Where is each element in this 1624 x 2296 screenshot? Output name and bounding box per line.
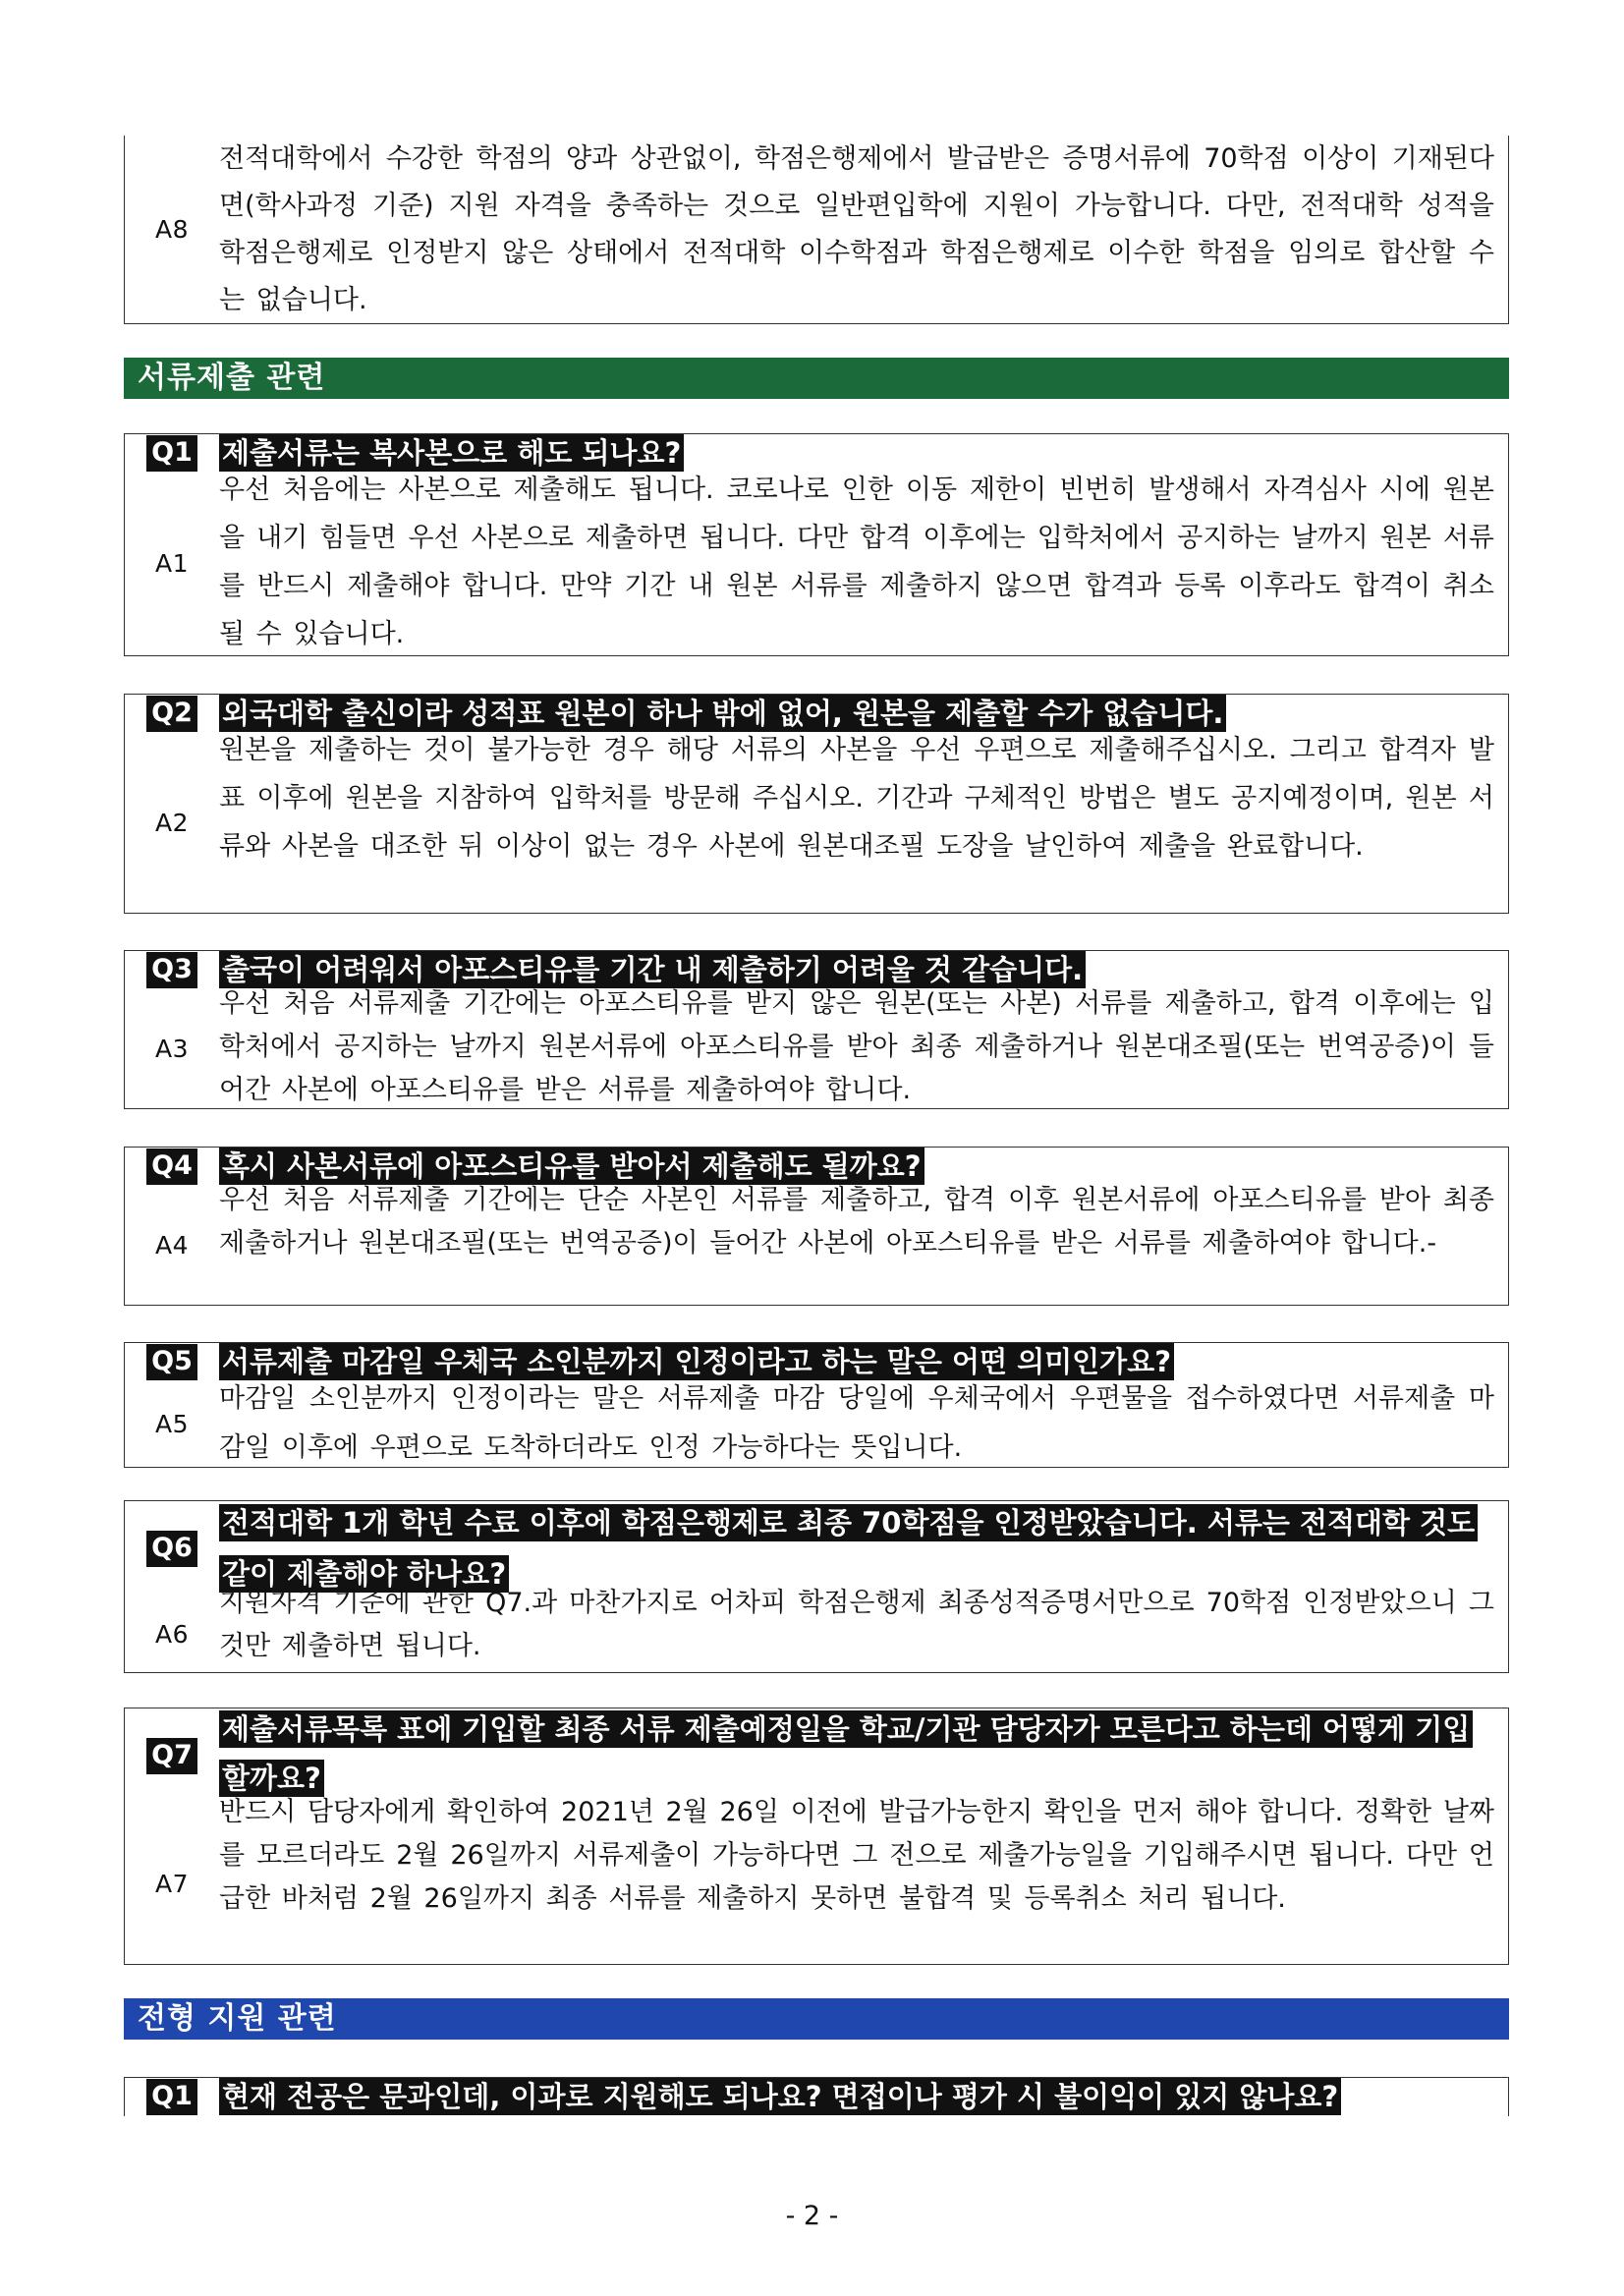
question-text: 외국대학 출신이라 성적표 원본이 하나 밖에 없어, 원본을 제출할 수가 없습니다. [219,695,1226,732]
question-text: 제출서류는 복사본으로 해도 되나요? [219,434,684,472]
section-header-documents: 서류제출 관련 [124,358,1509,399]
page-number: - 2 - [785,2201,839,2231]
qa-box-a8 [124,136,1509,324]
answer-text: 지원자격 기준에 관한 Q7.과 마찬가지로 어차피 학점은행제 최종성적증명서만으로 70학점 인정받았으니 그것만 제출하면 됩니다. [219,1588,1494,1661]
question-text: 현재 전공은 문과인데, 이과로 지원해도 되나요? 면접이나 평가 시 불이익이 있지 않나요? [219,2078,1341,2115]
answer-label: A1 [154,548,189,578]
answer-label: A8 [154,215,189,244]
qa-box-q5 [124,1342,1509,1468]
answer-label: A7 [154,1869,189,1898]
question-label: Q1 [146,435,197,472]
qa-box-q6 [124,1500,1509,1673]
qa-box-q1 [124,433,1509,656]
question-label: Q1 [146,2079,197,2115]
question-label: Q4 [146,1148,197,1185]
answer-text: 우선 처음에는 사본으로 제출해도 됩니다. 코로나로 인한 이동 제한이 빈번히 발생해서 자격심사 시에 원본을 내기 힘들면 우선 사본으로 제출하면 됩니다. 다만 합격 이후에는 입학처에서 공지하는 날까지 원본 서류를 반드시 제출해야 합니다. 만약 기간 내 원본 서류를 제출하지 않으면 합격과 등록 이후라도 합격이 취소될 수 있습니다. [219,475,1494,649]
question-label: Q7 [146,1738,197,1774]
answer-label: A4 [154,1230,189,1260]
question-text: 제출서류목록 표에 기입할 최종 서류 제출예정일을 학교/기관 담당자가 모른다고 하는데 어떻게 기입할까요? [219,1710,1473,1797]
answer-label: A6 [154,1619,189,1649]
question-label: Q2 [146,696,197,732]
qa-box-q3 [124,950,1509,1109]
answer-label: A2 [154,808,189,837]
qa-box-q7 [124,1708,1509,1965]
qa-box-q4 [124,1147,1509,1306]
section-header-application: 전형 지원 관련 [124,1998,1509,2040]
answer-text: 우선 처음 서류제출 기간에는 아포스티유를 받지 않은 원본(또는 사본) 서류를 제출하고, 합격 이후에는 입학처에서 공지하는 날까지 원본서류에 아포스티유를 받아 최종 제출하거나 원본대조필(또는 번역공증)이 들어간 사본에 아포스티유를 받은 서류를 제출하여야 합니다. [219,988,1494,1105]
question-label: Q3 [146,952,197,988]
question-text: 서류제출 마감일 우체국 소인분까지 인정이라고 하는 말은 어떤 의미인가요? [219,1343,1174,1380]
question-text: 혹시 사본서류에 아포스티유를 받아서 제출해도 될까요? [219,1148,924,1185]
answer-text: 우선 처음 서류제출 기간에는 단순 사본인 서류를 제출하고, 합격 이후 원본서류에 아포스티유를 받아 최종 제출하거나 원본대조필(또는 번역공증)이 들어간 사본에 아포스티유를 받은 서류를 제출하여야 합니다.- [219,1185,1494,1259]
answer-label: A5 [154,1409,189,1438]
answer-text: 반드시 담당자에게 확인하여 2021년 2월 26일 이전에 발급가능한지 확인을 먼저 해야 합니다. 정확한 날짜를 모르더라도 2월 26일까지 서류제출이 가능하다면 그 전으로 제출가능일을 기입해주시면 됩니다. 다만 언급한 바처럼 2월 26일까지 최종 서류를 제출하지 못하면 불합격 및 등록취소 처리 됩니다. [219,1797,1494,1914]
qa-box-application-q1 [124,2077,1509,2116]
question-label: Q6 [146,1531,197,1567]
question-text: 전적대학 1개 학년 수료 이후에 학점은행제로 최종 70학점을 인정받았습니다. 서류는 전적대학 것도 같이 제출해야 하나요? [219,1504,1478,1593]
answer-text: 마감일 소인분까지 인정이라는 말은 서류제출 마감 당일에 우체국에서 우편물을 접수하였다면 서류제출 마감일 이후에 우편으로 도착하더라도 인정 가능하다는 뜻입니다. [219,1383,1494,1463]
question-label: Q5 [146,1344,197,1380]
qa-box-q2 [124,694,1509,914]
answer-text: 원본을 제출하는 것이 불가능한 경우 해당 서류의 사본을 우선 우편으로 제출해주십시오. 그리고 합격자 발표 이후에 원본을 지참하여 입학처를 방문해 주십시오. 기간과 구체적인 방법은 별도 공지예정이며, 원본 서류와 사본을 대조한 뒤 이상이 없는 경우 사본에 원본대조필 도장을 날인하여 제출을 완료합니다. [219,735,1494,862]
answer-text: 전적대학에서 수강한 학점의 양과 상관없이, 학점은행제에서 발급받은 증명서류에 70학점 이상이 기재된다면(학사과정 기준) 지원 자격을 충족하는 것으로 일반편입학에 지원이 가능합니다. 다만, 전적대학 성적을 학점은행제로 인정받지 않은 상태에서 전적대학 이수학점과 학점은행제로 이수한 학점을 임의로 합산할 수는 없습니다. [219,143,1494,315]
answer-label: A3 [154,1034,189,1063]
question-text: 출국이 어려워서 아포스티유를 기간 내 제출하기 어려울 것 같습니다. [219,951,1086,988]
